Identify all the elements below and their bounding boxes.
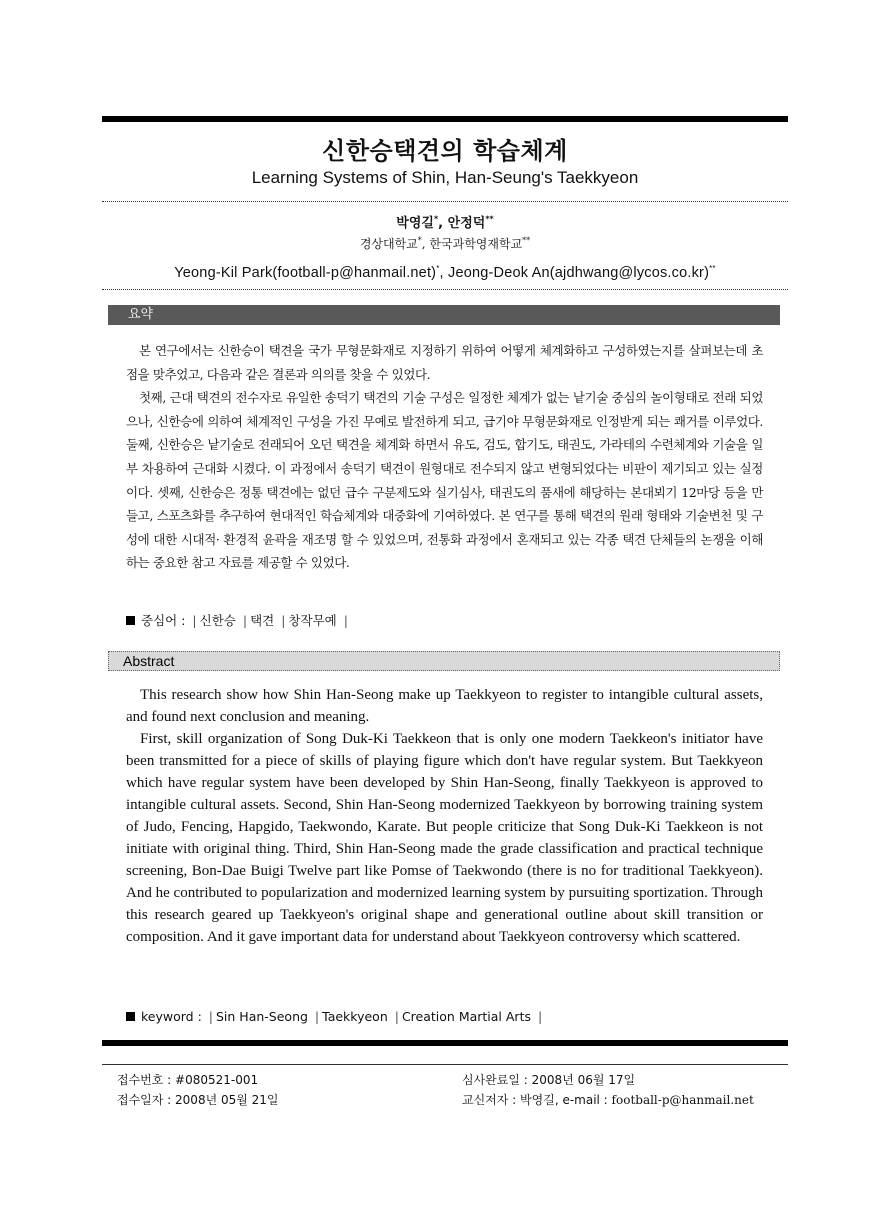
corresponding-email: football-p@hanmail.net — [611, 1093, 754, 1107]
keywords-label: 중심어 : — [141, 613, 186, 628]
keyword-item: 창작무예 — [288, 613, 337, 628]
keyword-divider: | — [281, 613, 286, 628]
keyword-divider: | — [314, 1009, 320, 1024]
keyword-item: 택견 — [250, 613, 275, 628]
email-2-mark: ** — [709, 264, 716, 274]
affiliation-separator: , — [421, 237, 430, 251]
keyword-divider: | — [343, 613, 348, 628]
bullet-square-icon — [126, 616, 135, 625]
review-complete-date: 심사완료일 : 2008년 06월 17일 — [462, 1073, 636, 1087]
affiliation-2-mark: ** — [522, 236, 531, 245]
keyword-divider: | — [242, 613, 248, 628]
email-2: Jeong-Deok An(ajdhwang@lycos.co.kr) — [448, 265, 710, 281]
top-thick-rule — [102, 116, 788, 122]
title-korean: 신한승택견의 학습체계 — [322, 137, 568, 165]
keyword-divider: | — [394, 1009, 399, 1024]
affiliation-line — [102, 235, 788, 252]
keywords-label: keyword : — [141, 1009, 202, 1024]
summary-korean-body — [126, 339, 763, 575]
email-line — [102, 265, 788, 281]
affiliation-1-mark: * — [417, 236, 422, 245]
title-english: Learning Systems of Shin, Han-Seung's Taekkyeon — [251, 168, 639, 187]
english-keywords — [126, 1009, 545, 1024]
bottom-thick-rule — [102, 1040, 788, 1046]
author-line — [102, 212, 788, 231]
author-2: 안정덕 — [447, 216, 486, 231]
summary-paragraph-1: 본 연구에서는 신한승이 택견을 국가 무형문화재로 지정하기 위하여 어떻게 체계화하고 구성하였는지를 살펴보는데 초점을 맞추었고, 다음과 같은 결론과 의의를 찾을 수 있었다. — [126, 343, 763, 382]
author-2-mark: ** — [485, 214, 494, 224]
email-1-mark: * — [436, 264, 440, 274]
keyword-item: Sin Han-Seong — [216, 1009, 308, 1024]
keyword-item: Creation Martial Arts — [401, 1009, 531, 1024]
affiliation-1: 경상대학교 — [359, 237, 418, 251]
header-dotted-rule — [102, 289, 788, 290]
abstract-paragraph-1: This research show how Shin Han-Seong make up Taekkyeon to register to intangible cultural assets, and found next conclusion and meaning. — [126, 687, 763, 725]
keyword-item: 신한승 — [199, 613, 236, 628]
email-separator: , — [439, 265, 449, 281]
abstract-english-body — [126, 684, 763, 948]
footer-thin-rule — [102, 1064, 788, 1065]
keyword-divider: | — [192, 613, 197, 628]
keyword-item: Taekkyeon — [322, 1009, 388, 1024]
author-1-mark: * — [433, 214, 439, 224]
summary-heading-bar: 요약 — [108, 305, 780, 325]
keyword-divider: | — [208, 1009, 213, 1024]
title-dotted-rule — [102, 201, 788, 202]
corresponding-author — [462, 1091, 754, 1108]
summary-paragraph-2: 첫째, 근대 택견의 전수자로 유일한 송덕기 택견의 기술 구성은 일정한 체계가 없는 낱기술 중심의 놀이형태로 전래 되었으나, 신한승에 의하여 체계적인 구성을 가진 무예로 발전하게 되고, 급기야 무형문화재로 인정받게 되는 쾌거를 이루었다. 둘째, 신한승은 낱기술로 전래되어 오던 택견을 체계화 하면서 유도, 검도, 합기도, 태권도, 가라테의 수련체계와 기술을 일부 차용하여 근대화 시켰다. 이 과정에서 송덕기 택견이 원형대로 전수되지 않고 변형되었다는 비판이 제기되고 있는 실정이다. 셋째, 신한승은 정통 택견에는 없던 급수 구분제도와 실기심사, 태권도의 품새에 해당하는 본대뵈기 12마당 등을 만들고, 스포츠화를 추구하여 현대적인 학습체계와 대중화에 기여하였다. 본 연구를 통해 택견의 원래 형태와 기술변천 및 구성에 대한 시대적· 환경적 윤곽을 재조명 할 수 있었으며, 전통화 과정에서 혼재되고 있는 각종 택견 단체들의 논쟁을 이해하는 중요한 참고 자료를 제공할 수 있었다. — [126, 390, 763, 571]
corresponding-label: 교신저자 : 박영길, e-mail : — [462, 1093, 612, 1107]
author-separator: , — [438, 216, 448, 231]
abstract-paragraph-2: First, skill organization of Song Duk-Ki Taekkeon that is only one modern Taekkeon's initiator have been transmitted for a piece of skills of playing figure which don't have regular system. But Taekkyeon which have regular system have been developed by Shin Han-Seong, finally Taekkyeon is approved to intangible cultural assets. Second, Shin Han-Seong modernized Taekkyeon by borrowing training system of Judo, Fencing, Hapgido, Taekwondo, Karate. But people criticize that Song Duk-Ki Taekkeon is not initiate with original thing. Third, Shin Han-Seong made the grade classification and practical technique screening, Bon-Dae Buigi Twelve part like Pomse of Taekwondo (there is no for traditional Taekkyeon). And he contributed to popularization and modernized learning system by pursuiting sportization. Through this research geared up Taekkyeon's original shape and generational outline about skill transition or composition. And it gave important data for understand about Taekkyeon controversy which scattered. — [126, 731, 763, 945]
abstract-heading-bar: Abstract — [108, 651, 780, 671]
keyword-divider: | — [537, 1009, 543, 1024]
korean-keywords — [126, 611, 351, 629]
email-1: Yeong-Kil Park(football-p@hanmail.net) — [174, 265, 437, 281]
receipt-date: 접수일자 : 2008년 05월 21일 — [117, 1093, 279, 1107]
receipt-number: 접수번호 : #080521-001 — [117, 1073, 259, 1087]
author-1: 박영길 — [396, 216, 434, 231]
affiliation-2: 한국과학영재학교 — [429, 237, 523, 251]
bullet-square-icon — [126, 1012, 135, 1021]
